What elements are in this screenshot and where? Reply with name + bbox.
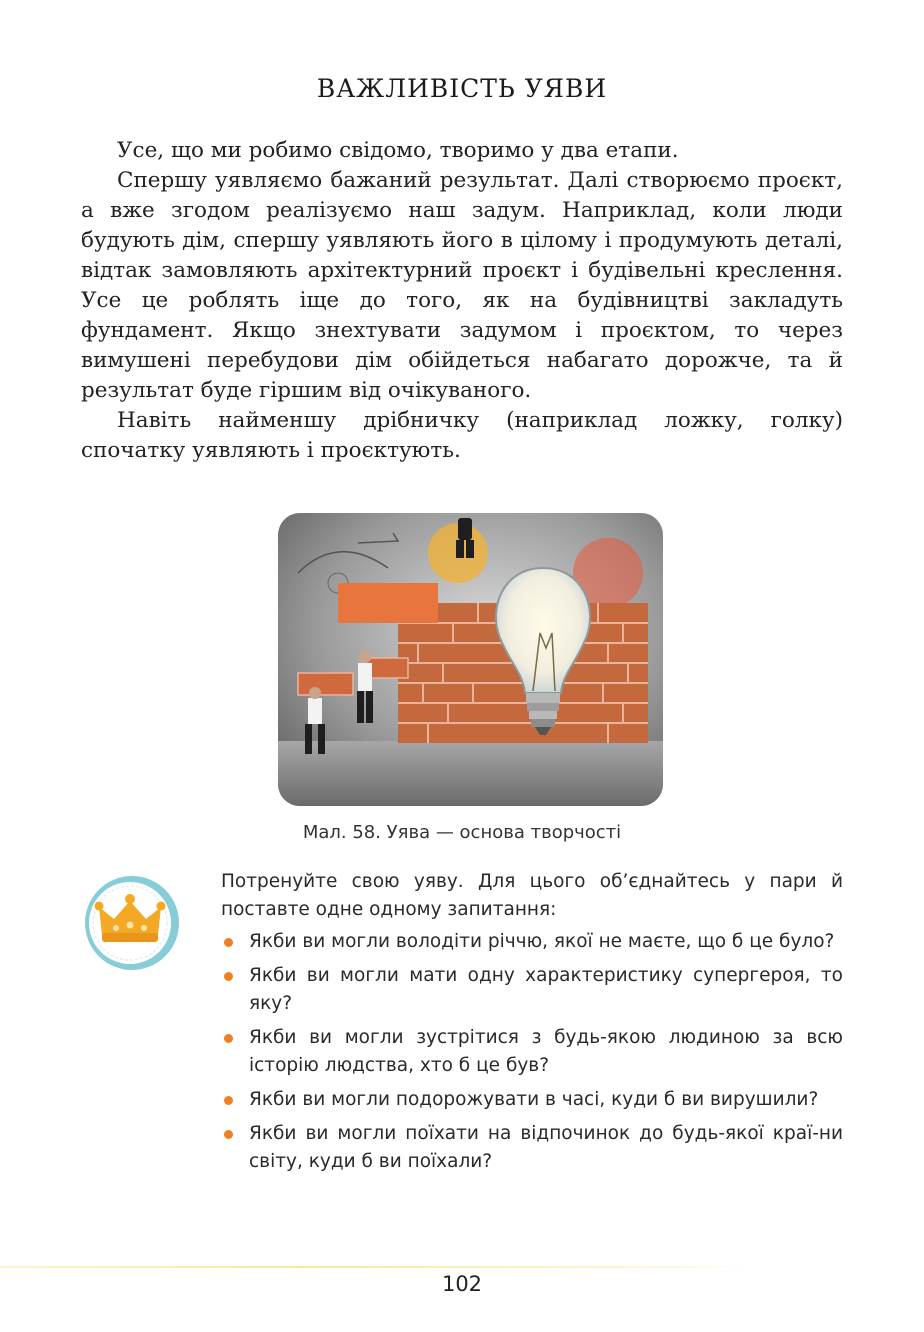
crown-icon [82,873,182,973]
list-item: Якби ви могли володіти річчю, якої не маєте, що б це було? [221,928,843,956]
list-item: Якби ви могли поїхати на відпочинок до будь-якої краї-ни світу, куди б ви поїхали? [221,1120,843,1176]
footer-divider [0,1266,750,1268]
paragraph: Усе, що ми робимо свідомо, творимо у два етапи. [117,138,679,163]
lightbulb-brick-wall-illustration [278,513,663,806]
bullet-icon [224,972,233,981]
task-intro: Потренуйте свою уяву. Для цього об’єднайтесь у пари й поставте одне одному запитання: [221,871,843,920]
bullet-icon [224,1130,233,1139]
bullet-icon [224,1034,233,1043]
page-title: ВАЖЛИВІСТЬ УЯВИ [316,74,608,103]
list-item: Якби ви могли зустрітися з будь-якою людиною за всю історію людства, хто б це був? [221,1024,843,1080]
list-item: Якби ви могли мати одну характеристику супергероя, то яку? [221,962,843,1018]
bullet-icon [224,938,233,947]
paragraph: Спершу уявляємо бажаний результат. Далі створюємо проєкт, а вже згодом реалізуємо наш задум. Наприклад, коли люди будують дім, спершу уявляють його в цілому і продумують деталі, відтак замовляють архітектурний проєкт і будівельні креслення. Усе це роблять іще до того, як на будівництві закладуть фундамент. Якщо знехтувати задумом і проєктом, то через вимушені перебудови дім обійдеться набагато дорожче, та й результат буде гіршим від очікуваного. [81,168,843,403]
page-number: 102 [441,1272,483,1296]
list-item: Якби ви могли подорожувати в часі, куди б ви вирушили? [221,1086,843,1114]
question-list [221,928,843,1176]
figure-caption: Мал. 58. Уява — основа творчості [302,822,622,843]
task-block [221,868,843,1182]
paragraph: Навіть найменшу дрібничку (наприклад ложку, голку) спочатку уявляють і проєктують. [81,408,843,463]
main-text [81,136,843,466]
bullet-icon [224,1096,233,1105]
